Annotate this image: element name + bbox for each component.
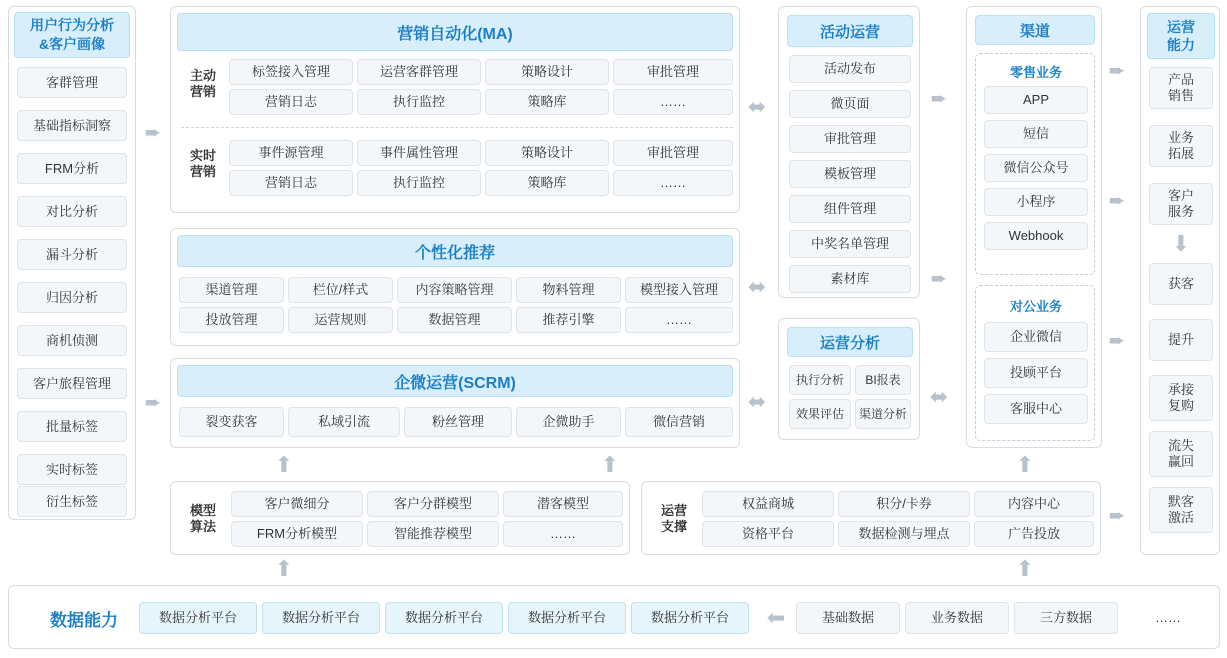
reco-r0-c3[interactable] (516, 277, 621, 303)
ma-g0-r0-c2[interactable] (485, 59, 609, 85)
left-panel-header (14, 12, 130, 58)
ma-g0-r0-c0[interactable] (229, 59, 353, 85)
ma-title (177, 13, 733, 51)
support-panel (641, 481, 1101, 555)
arrow-activity-to-channel-icon (926, 88, 952, 110)
scrm-title-label: 企微运营(SCRM) (394, 374, 516, 392)
scrm-c3[interactable] (516, 407, 621, 437)
cell-label: 企微助手 (542, 414, 595, 430)
arrow-support-to-channel-icon (1013, 452, 1037, 478)
arrow-channel-to-capability-1-icon (1104, 60, 1130, 82)
arrow-reco-activity-icon (740, 275, 774, 299)
reco-r1-c4[interactable] (625, 307, 733, 333)
cell-label: 微信营销 (652, 414, 705, 430)
reco-r0-c1[interactable] (288, 277, 393, 303)
data-platform-1[interactable] (262, 602, 380, 634)
support-r0-c2[interactable] (974, 491, 1094, 517)
sidebar-item-8[interactable] (17, 411, 127, 442)
cell-label-line2: 销售 (1167, 88, 1194, 103)
capability-g1-item-2[interactable] (1149, 183, 1213, 225)
ma-g1-r0-c3[interactable] (613, 140, 733, 166)
arrow-glyph: ➨ (1108, 505, 1126, 527)
cell-label-line1: 业务 (1167, 129, 1194, 145)
sidebar-item-1[interactable] (17, 110, 127, 141)
retail-group (975, 53, 1095, 275)
capability-g2-item-0[interactable] (1149, 263, 1213, 305)
data-capability-title-label: 数据能力 (50, 611, 118, 630)
arrow-glyph: ⬌ (747, 94, 767, 119)
sidebar-item-label: 基础指标洞察 (32, 117, 111, 133)
reco-r0-c2[interactable] (397, 277, 512, 303)
cell-label: 智能推荐模型 (393, 526, 472, 542)
model-r1-c1[interactable] (367, 521, 499, 547)
support-r0-c0[interactable] (702, 491, 834, 517)
cell-label: 数据分析平台 (650, 610, 729, 626)
capability-title (1147, 13, 1215, 59)
capability-g2-item-1[interactable] (1149, 319, 1213, 361)
left-panel-title-line2: &客户画像 (38, 36, 106, 52)
analysis-title (787, 327, 913, 357)
cell-label: 组件管理 (823, 201, 876, 217)
cell-label: 效果评估 (795, 406, 844, 421)
arrow-support-to-capability-icon (1104, 505, 1130, 527)
sidebar-item-6[interactable] (17, 325, 127, 356)
analysis-panel (778, 318, 920, 440)
ma-g0-r1-c1[interactable] (357, 89, 481, 115)
sidebar-item-label: 客户旅程管理 (32, 375, 111, 391)
arrow-model-to-scrm-icon (272, 452, 296, 478)
cell-label: 权益商城 (741, 496, 794, 512)
cell-label-line1: 流失 (1167, 437, 1194, 453)
cell-label: 资格平台 (741, 526, 794, 542)
channel-title-label: 渠道 (1019, 22, 1050, 40)
retail-item-0[interactable] (984, 86, 1088, 114)
cell-label-line2: 复购 (1167, 398, 1194, 413)
sidebar-item-0[interactable] (17, 67, 127, 98)
support-r0-c1[interactable] (838, 491, 970, 517)
arrow-glyph: ⬌ (747, 274, 767, 299)
ma-g0-r0-c1[interactable] (357, 59, 481, 85)
activity-panel (778, 6, 920, 298)
activity-item-5[interactable] (789, 230, 911, 258)
ma-title-label: 营销自动化(MA) (397, 25, 513, 43)
cell-label: 裂变获客 (205, 414, 258, 430)
arrow-glyph: ➨ (930, 268, 948, 290)
ma-g0-r1-c3[interactable] (613, 89, 733, 115)
corporate-title-label: 对公业务 (1009, 298, 1062, 314)
cell-label: 事件属性管理 (379, 145, 458, 161)
cell-label: 数据管理 (428, 312, 481, 328)
cell-label: 策略库 (527, 175, 567, 191)
cell-label: 业务数据 (930, 610, 983, 626)
sidebar-item-9[interactable] (17, 454, 127, 485)
cell-label: …… (1155, 610, 1181, 626)
scrm-panel (170, 358, 740, 448)
capability-panel (1140, 6, 1220, 555)
support-r1-c0[interactable] (702, 521, 834, 547)
cell-label: 三方数据 (1039, 610, 1092, 626)
arrow-capability-down-icon (1169, 231, 1193, 257)
analysis-title-label: 运营分析 (819, 334, 880, 352)
arrow-ma-activity-icon (740, 95, 774, 119)
arrow-glyph: ⬇ (1171, 231, 1191, 256)
data-source-3[interactable] (1123, 602, 1213, 634)
capability-g2-item-2[interactable] (1149, 375, 1213, 421)
cell-label: 模板管理 (823, 166, 876, 182)
cell-label-line1: 承接 (1167, 381, 1194, 397)
arrow-glyph: ➨ (1108, 190, 1126, 212)
corporate-group (975, 285, 1095, 441)
cell-label: …… (550, 526, 576, 542)
cell-label: 标签接入管理 (251, 64, 330, 80)
arrow-data-to-model-icon (272, 556, 296, 582)
support-r1-c2[interactable] (974, 521, 1094, 547)
reco-r1-c0[interactable] (179, 307, 284, 333)
arrow-glyph: ➨ (930, 88, 948, 110)
sidebar-item-7[interactable] (17, 368, 127, 399)
cell-label: 企业微信 (1009, 329, 1062, 345)
cell-label: 栏位/样式 (312, 282, 369, 298)
sidebar-item-label: 实时标签 (45, 461, 98, 477)
ma-group-label-line1: 实时 (189, 147, 216, 163)
ma-group-label-line1: 主动 (189, 67, 216, 83)
cell-label: 客户微细分 (264, 496, 330, 512)
cell-label: 潜客模型 (536, 496, 589, 512)
ma-group-label-line2: 营销 (189, 164, 216, 179)
support-r1-c1[interactable] (838, 521, 970, 547)
cell-label-line2: 拓展 (1167, 146, 1194, 161)
ma-g1-r1-c1[interactable] (357, 170, 481, 196)
cell-label: 执行监控 (392, 175, 445, 191)
cell-label: 内容策略管理 (415, 282, 494, 298)
capability-g1-item-1[interactable] (1149, 125, 1213, 167)
cell-label: 客户分群模型 (393, 496, 472, 512)
capability-title-line1: 运营 (1167, 18, 1195, 35)
ma-g1-r0-c2[interactable] (485, 140, 609, 166)
cell-label: 渠道分析 (858, 406, 907, 421)
cell-label: 内容中心 (1007, 496, 1060, 512)
arrow-glyph: ⬌ (747, 389, 767, 414)
cell-label: 活动发布 (823, 61, 876, 77)
cell-label: 基础数据 (821, 610, 874, 626)
support-label-line1: 运营 (660, 502, 687, 518)
ma-g1-r0-c0[interactable] (229, 140, 353, 166)
data-capability-title (29, 606, 139, 631)
cell-label: 短信 (1022, 126, 1049, 142)
sidebar-item-label: 对比分析 (45, 203, 98, 219)
sidebar-item-label: 衍生标签 (45, 493, 98, 509)
support-label-line2: 支撑 (660, 519, 687, 534)
cell-label: 渠道管理 (205, 282, 258, 298)
ma-g0-r0-c3[interactable] (613, 59, 733, 85)
model-r0-c1[interactable] (367, 491, 499, 517)
cell-label: 投顾平台 (1009, 365, 1062, 381)
cell-label-line2: 赢回 (1167, 454, 1194, 469)
left-panel-title-line1: 用户行为分析 (30, 17, 114, 34)
cell-label-line2: 服务 (1167, 204, 1194, 219)
corporate-item-0[interactable] (984, 322, 1088, 352)
cell-label: 营销日志 (264, 175, 317, 191)
channel-title (975, 15, 1095, 45)
model-label-line2: 算法 (189, 519, 216, 534)
activity-item-4[interactable] (789, 195, 911, 223)
retail-item-1[interactable] (984, 120, 1088, 148)
cell-label: FRM分析模型 (256, 526, 338, 542)
capability-g1-item-0[interactable] (1149, 67, 1213, 109)
cell-label: 策略设计 (520, 64, 573, 80)
support-label (650, 494, 698, 544)
activity-item-0[interactable] (789, 55, 911, 83)
cell-label: APP (1022, 92, 1049, 108)
left-panel (8, 6, 136, 520)
cell-label: 策略库 (527, 94, 567, 110)
reco-r1-c3[interactable] (516, 307, 621, 333)
cell-label: …… (666, 312, 692, 328)
cell-label: …… (660, 94, 686, 110)
cell-label: 素材库 (830, 271, 870, 287)
cell-label-line2: 激活 (1167, 510, 1194, 525)
cell-label: 微信公众号 (1003, 160, 1069, 176)
cell-label: 审批管理 (646, 145, 699, 161)
scrm-c0[interactable] (179, 407, 284, 437)
cell-label: 数据分析平台 (404, 610, 483, 626)
ma-g1-r1-c2[interactable] (485, 170, 609, 196)
cell-label: 投放管理 (205, 312, 258, 328)
data-platform-0[interactable] (139, 602, 257, 634)
sidebar-item-4[interactable] (17, 239, 127, 270)
ma-group-0-label (181, 59, 225, 109)
cell-label: 营销日志 (264, 94, 317, 110)
cell-label: 数据检测与埋点 (858, 526, 950, 542)
model-r1-c2[interactable] (503, 521, 623, 547)
cell-label: 微页面 (830, 96, 870, 112)
reco-title (177, 235, 733, 267)
cell-label: 私域引流 (317, 414, 370, 430)
sidebar-item-label: 归因分析 (45, 289, 98, 305)
reco-r0-c4[interactable] (625, 277, 733, 303)
arrow-channel-to-capability-3-icon (1104, 330, 1130, 352)
activity-title-label: 活动运营 (819, 23, 880, 41)
cell-label: BI报表 (865, 372, 901, 387)
sidebar-item-10[interactable] (17, 486, 127, 517)
cell-label: 执行监控 (392, 94, 445, 110)
data-source-2[interactable] (1014, 602, 1118, 634)
scrm-c4[interactable] (625, 407, 733, 437)
data-platform-3[interactable] (508, 602, 626, 634)
reco-r1-c2[interactable] (397, 307, 512, 333)
cell-label-line1: 提升 (1167, 331, 1194, 347)
cell-label: 执行分析 (795, 372, 844, 387)
model-label (179, 494, 227, 544)
arrow-data-to-support-icon (1013, 556, 1037, 582)
capability-g2-item-4[interactable] (1149, 487, 1213, 533)
ma-group-label-line2: 营销 (189, 84, 216, 99)
arrow-glyph: ⬆ (274, 452, 294, 477)
sidebar-item-label: FRM分析 (44, 160, 100, 176)
ma-panel (170, 6, 740, 213)
ma-group-1-label (181, 139, 225, 189)
activity-item-6[interactable] (789, 265, 911, 293)
sidebar-item-3[interactable] (17, 196, 127, 227)
cell-label: 积分/卡券 (876, 496, 932, 512)
cell-label: 物料管理 (542, 282, 595, 298)
cell-label: 客服中心 (1009, 401, 1062, 417)
cell-label: 小程序 (1016, 194, 1056, 210)
cell-label-line1: 产品 (1167, 71, 1194, 87)
model-r0-c2[interactable] (503, 491, 623, 517)
arrow-activity-to-channel2-icon (926, 268, 952, 290)
cell-label: 审批管理 (823, 131, 876, 147)
arrow-scrm-analysis-icon (740, 390, 774, 414)
arrow-glyph: ⬌ (929, 384, 949, 409)
model-label-line1: 模型 (189, 502, 216, 518)
cell-label-line1: 获客 (1167, 275, 1194, 291)
reco-r1-c1[interactable] (288, 307, 393, 333)
arrow-glyph: ➨ (1108, 330, 1126, 352)
arrow-glyph: ⬅ (766, 605, 786, 630)
corporate-item-1[interactable] (984, 358, 1088, 388)
ma-g0-r1-c0[interactable] (229, 89, 353, 115)
data-platform-2[interactable] (385, 602, 503, 634)
reco-r0-c0[interactable] (179, 277, 284, 303)
retail-title (976, 60, 1096, 82)
cell-label-line1: 客户 (1167, 187, 1194, 203)
arrow-channel-to-capability-2-icon (1104, 190, 1130, 212)
retail-item-3[interactable] (984, 188, 1088, 216)
data-platform-4[interactable] (631, 602, 749, 634)
ma-g0-r1-c2[interactable] (485, 89, 609, 115)
arrow-glyph: ⬆ (600, 452, 620, 477)
corporate-item-2[interactable] (984, 394, 1088, 424)
cell-label: 数据分析平台 (158, 610, 237, 626)
scrm-c2[interactable] (404, 407, 512, 437)
ma-g1-r1-c0[interactable] (229, 170, 353, 196)
sidebar-item-label: 商机侦测 (45, 332, 98, 348)
retail-title-label: 零售业务 (1009, 64, 1062, 80)
ma-divider (181, 127, 733, 128)
cell-label: 模型接入管理 (639, 282, 718, 298)
arrow-analysis-to-channel-icon (922, 385, 956, 409)
channel-panel (966, 6, 1102, 448)
activity-title (787, 15, 913, 47)
scrm-c1[interactable] (288, 407, 400, 437)
cell-label: 推荐引擎 (542, 312, 595, 328)
sidebar-item-2[interactable] (17, 153, 127, 184)
cell-label: …… (660, 175, 686, 191)
activity-item-2[interactable] (789, 125, 911, 153)
cell-label: 策略设计 (520, 145, 573, 161)
analysis-r0-c0[interactable] (789, 365, 851, 395)
arrow-glyph: ⬆ (274, 556, 294, 581)
sidebar-item-label: 客群管理 (45, 74, 98, 90)
analysis-r1-c0[interactable] (789, 399, 851, 429)
arrow-glyph: ➨ (144, 392, 162, 414)
capability-g2-item-3[interactable] (1149, 431, 1213, 477)
cell-label: 粉丝管理 (431, 414, 484, 430)
cell-label: 运营客群管理 (379, 64, 458, 80)
retail-item-2[interactable] (984, 154, 1088, 182)
model-panel (170, 481, 630, 555)
sidebar-item-label: 批量标签 (45, 418, 98, 434)
arrow-glyph: ⬆ (1015, 556, 1035, 581)
cell-label: 审批管理 (646, 64, 699, 80)
activity-item-3[interactable] (789, 160, 911, 188)
ma-g1-r0-c1[interactable] (357, 140, 481, 166)
ma-g1-r1-c3[interactable] (613, 170, 733, 196)
recommendation-panel (170, 228, 740, 346)
data-capability-bar (8, 585, 1220, 649)
arrow-glyph: ➨ (1108, 60, 1126, 82)
model-r1-c0[interactable] (231, 521, 363, 547)
cell-label: 广告投放 (1007, 526, 1060, 542)
model-r0-c0[interactable] (231, 491, 363, 517)
arrow-left-to-ma-icon (140, 122, 166, 144)
data-source-1[interactable] (905, 602, 1009, 634)
cell-label: 事件源管理 (258, 145, 324, 161)
arrow-sources-to-platforms-icon (761, 606, 791, 630)
arrow-left-to-scrm-icon (140, 392, 166, 414)
corporate-title (976, 294, 1096, 316)
analysis-r0-c1[interactable] (855, 365, 911, 395)
retail-item-4[interactable] (984, 222, 1088, 250)
cell-label-line1: 默客 (1167, 493, 1194, 509)
cell-label: 运营规则 (314, 312, 367, 328)
analysis-r1-c1[interactable] (855, 399, 911, 429)
sidebar-item-5[interactable] (17, 282, 127, 313)
arrow-glyph: ➨ (144, 122, 162, 144)
cell-label: 中奖名单管理 (810, 236, 889, 252)
sidebar-item-label: 漏斗分析 (45, 246, 98, 262)
data-source-0[interactable] (796, 602, 900, 634)
arrow-glyph: ⬆ (1015, 452, 1035, 477)
cell-label: 数据分析平台 (527, 610, 606, 626)
cell-label: 数据分析平台 (281, 610, 360, 626)
capability-title-line2: 能力 (1167, 37, 1195, 53)
reco-title-label: 个性化推荐 (414, 244, 495, 262)
activity-item-1[interactable] (789, 90, 911, 118)
scrm-title (177, 365, 733, 397)
cell-label: Webhook (1008, 228, 1064, 244)
arrow-model-to-scrm-right-icon (598, 452, 622, 478)
